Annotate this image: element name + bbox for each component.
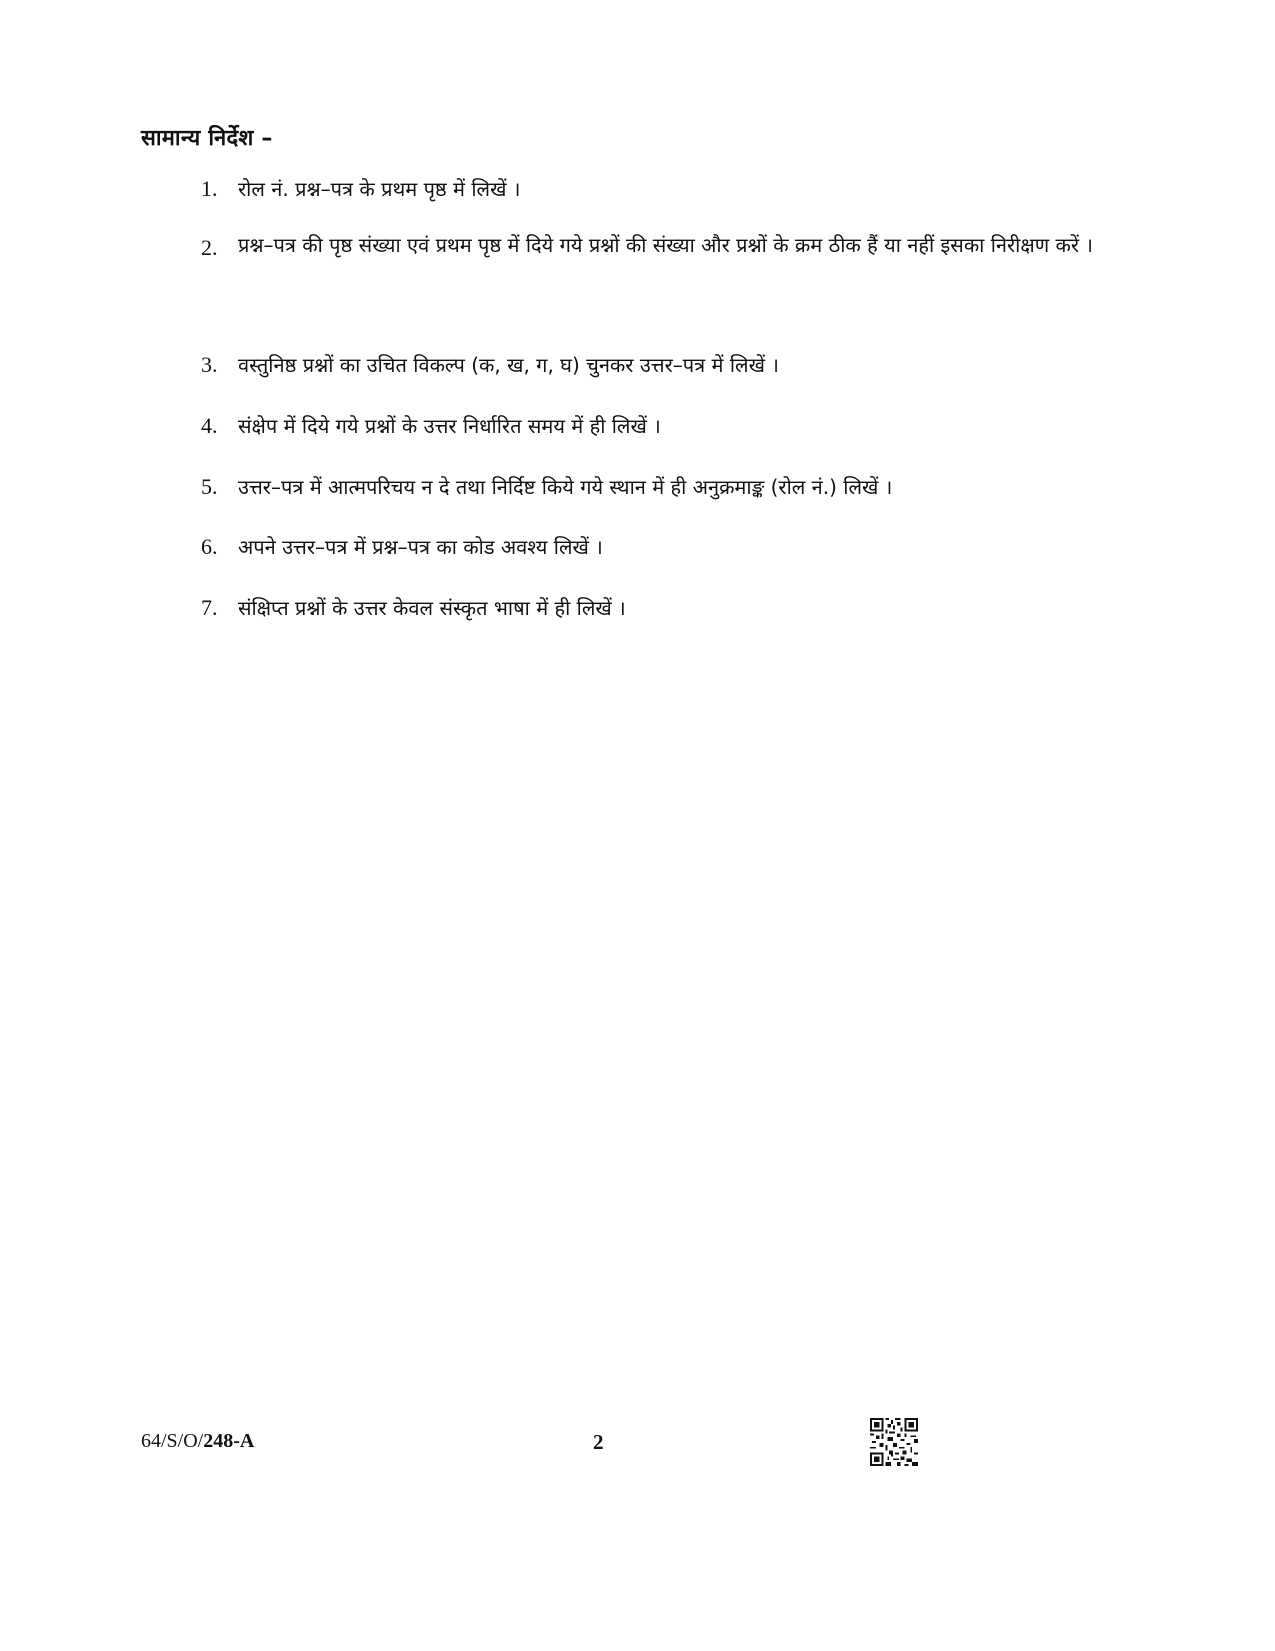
instruction-number: 6.: [201, 534, 218, 559]
instruction-number: 2.: [201, 235, 218, 260]
instruction-text: रोल नं. प्रश्न–पत्र के प्रथम पृष्ठ में लिखें ।: [238, 177, 521, 201]
paper-code-prefix: 64/S/O/: [141, 1430, 204, 1452]
instruction-number: 4.: [201, 413, 218, 438]
instruction-text: प्रश्न–पत्र की पृष्ठ संख्या एवं प्रथम पृष्ठ में दिये गये प्रश्नों की संख्या और प्रश्नों के क्रम ठीक हैं या नहीं इसका निरीक्षण करें ।: [238, 233, 1093, 257]
instruction-text: संक्षेप में दिये गये प्रश्नों के उत्तर निर्धारित समय में ही लिखें ।: [238, 414, 661, 438]
paper-code-bold: 248-A: [203, 1430, 255, 1452]
instruction-number: 5.: [201, 474, 218, 499]
paper-code: [141, 1430, 254, 1453]
page-heading: सामान्य निर्देश –: [141, 126, 273, 151]
instruction-number: 3.: [201, 352, 218, 377]
instruction-text: वस्तुनिष्ठ प्रश्नों का उचित विकल्प (क, ख, ग, घ) चुनकर उत्तर–पत्र में लिखें ।: [238, 353, 779, 377]
instruction-text: उत्तर–पत्र में आत्मपरिचय न दे तथा निर्दिष्ट किये गये स्थान में ही अनुक्रमाङ्क (रोल नं.) लिखें ।: [238, 475, 893, 499]
instruction-text: अपने उत्तर–पत्र में प्रश्न–पत्र का कोड अवश्य लिखें ।: [238, 535, 603, 559]
instruction-text: संक्षिप्त प्रश्नों के उत्तर केवल संस्कृत भाषा में ही लिखें ।: [238, 596, 626, 620]
instruction-number: 1.: [201, 176, 218, 201]
instruction-number: 7.: [201, 595, 218, 620]
page-number: 2: [593, 1430, 604, 1454]
qr-code-icon: [870, 1418, 918, 1466]
